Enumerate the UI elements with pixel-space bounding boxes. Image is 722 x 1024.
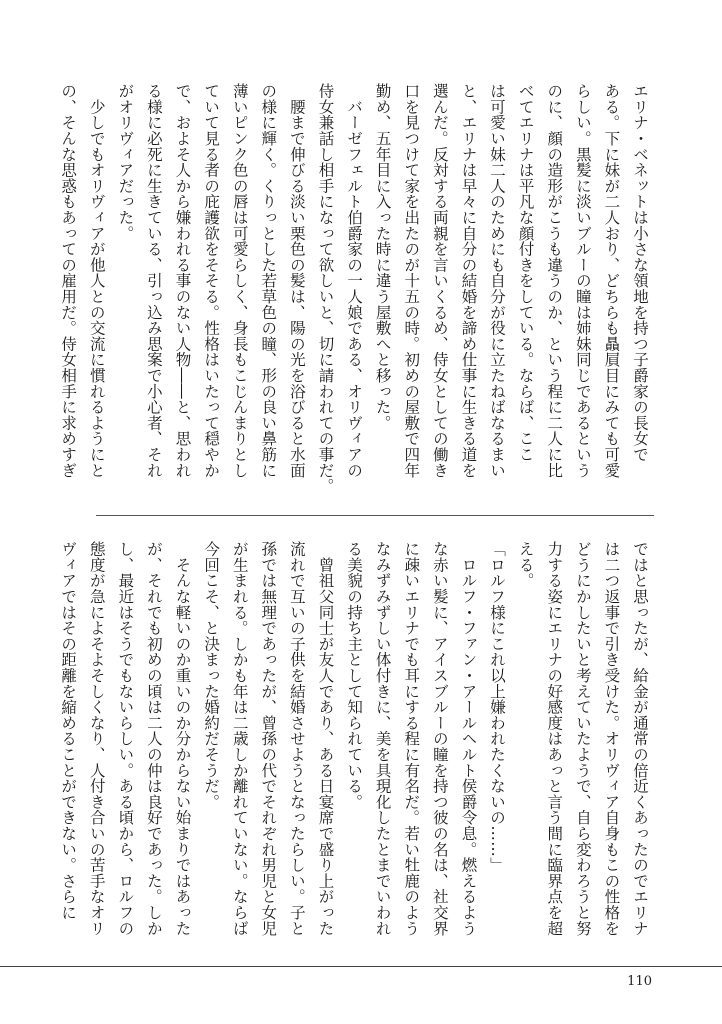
text-line: 孫では無理であったが、曾孫の代でそれぞれ男児と女児	[259, 541, 278, 936]
footer-rule	[0, 966, 722, 967]
text-line: どうにかしたいと考えていたようで、自ら変わろうと努	[573, 541, 592, 936]
text-line: と、エリナは早々に自分の結婚を諦め仕事に生きる道を	[459, 83, 478, 478]
text-line: る美貌の持ち主として知られている。	[345, 541, 364, 810]
section-divider	[96, 515, 654, 516]
text-line: は可愛い妹二人のためにも自分が役に立たねばなるまい	[488, 83, 507, 478]
text-line: がオリヴィアだった。	[116, 83, 135, 241]
text-line: のに、顔の造形がこうも違うのか、という程に二人に比	[545, 83, 564, 478]
text-line: らしい。黒髪に淡いブルーの瞳は姉妹同じであるという	[573, 83, 592, 478]
text-line: 曾祖父同士が友人であり、ある日宴席で盛り上がった	[316, 541, 335, 936]
text-line: 口を見つけて家を出たのが十五の時。初めの屋敷で四年	[402, 83, 421, 478]
text-line: 態度が急によそよそしくなり、人付き合いの苦手なオリ	[87, 541, 106, 936]
text-line: なみずみずしい体付きに、美を具現化したとまでいわれ	[373, 541, 392, 936]
text-line: 選んだ。反対する両親を言いくるめ、侍女としての働き	[430, 83, 449, 478]
lower-text-block	[59, 541, 654, 939]
text-line: 薄いピンク色の唇は可愛らしく、身長もこじんまりとし	[230, 83, 249, 478]
text-line: 勤め、五年目に入った時に違う屋敷へと移った。	[373, 83, 392, 431]
page-number: 110	[627, 974, 652, 989]
text-line: 「ロルフ様にこれ以上嫌われたくないの……」	[488, 541, 507, 873]
text-line: ていて見る者の庇護欲をそそる。性格はいたって穏やか	[202, 83, 221, 478]
text-line: える。	[516, 541, 535, 589]
text-line: で、およそ人から嫌われる事のない人物――と、思われ	[173, 83, 192, 478]
text-line: は二つ返事で引き受けた。オリヴィア自身もこの性格を	[602, 541, 621, 936]
text-line: が、それでも初めの頃は二人の仲は良好であった。しか	[144, 541, 163, 936]
text-line: エリナ・ベネットは小さな領地を持つ子爵家の長女で	[631, 83, 649, 463]
text-line: バーゼフェルト伯爵家の一人娘である、オリヴィアの	[345, 83, 364, 478]
text-line: し、最近はそうでもないらしい。ある頃から、ロルフの	[116, 541, 135, 936]
text-line: ではと思ったが、給金が通常の倍近くあったのでエリナ	[631, 541, 649, 936]
text-line: ロルフ・ファン・アールヘルト侯爵令息。燃えるよう	[459, 541, 478, 936]
text-line: に疎いエリナでも耳にする程に有名だ。若い牡鹿のよう	[402, 541, 421, 936]
upper-text-block	[59, 83, 654, 501]
text-line: が生まれる。しかも年は二歳しか離れていない。ならば	[230, 541, 249, 936]
text-line: の、そんな思惑もあっての雇用だ。侍女相手に求めすぎ	[59, 83, 78, 478]
text-line: 流れで互いの子供を結婚させようとなったらしい。子と	[287, 541, 306, 936]
text-line: 侍女兼話し相手になって欲しいと、切に請われての事だ。	[316, 83, 335, 494]
text-line: 少しでもオリヴィアが他人との交流に慣れるようにと	[87, 83, 106, 478]
text-line: 力する姿にエリナの好感度はあっと言う間に臨界点を超	[545, 541, 564, 936]
text-line: ヴィアではその距離を縮めることができない。さらに	[59, 541, 78, 921]
text-line: そんな軽いのか重いのか分からない始まりではあった	[173, 541, 192, 936]
text-line: ある。下に妹が二人おり、どちらも贔屓目にみても可愛	[602, 83, 621, 478]
text-line: 腰まで伸びる淡い栗色の髪は、陽の光を浴びると水面	[287, 83, 306, 478]
text-line: の様に輝く。くりっとした若草色の瞳、形の良い鼻筋に	[259, 83, 278, 478]
text-line: べてエリナは平凡な顔付きをしている。ならば、ここ	[516, 83, 535, 463]
text-line: 今回こそ、と決まった婚約だそうだ。	[202, 541, 221, 810]
text-line: る様に必死に生きている、引っ込み思案で小心者、それ	[144, 83, 163, 478]
text-line: な赤い髪に、アイスブルーの瞳を持つ彼の名は、社交界	[430, 541, 449, 936]
